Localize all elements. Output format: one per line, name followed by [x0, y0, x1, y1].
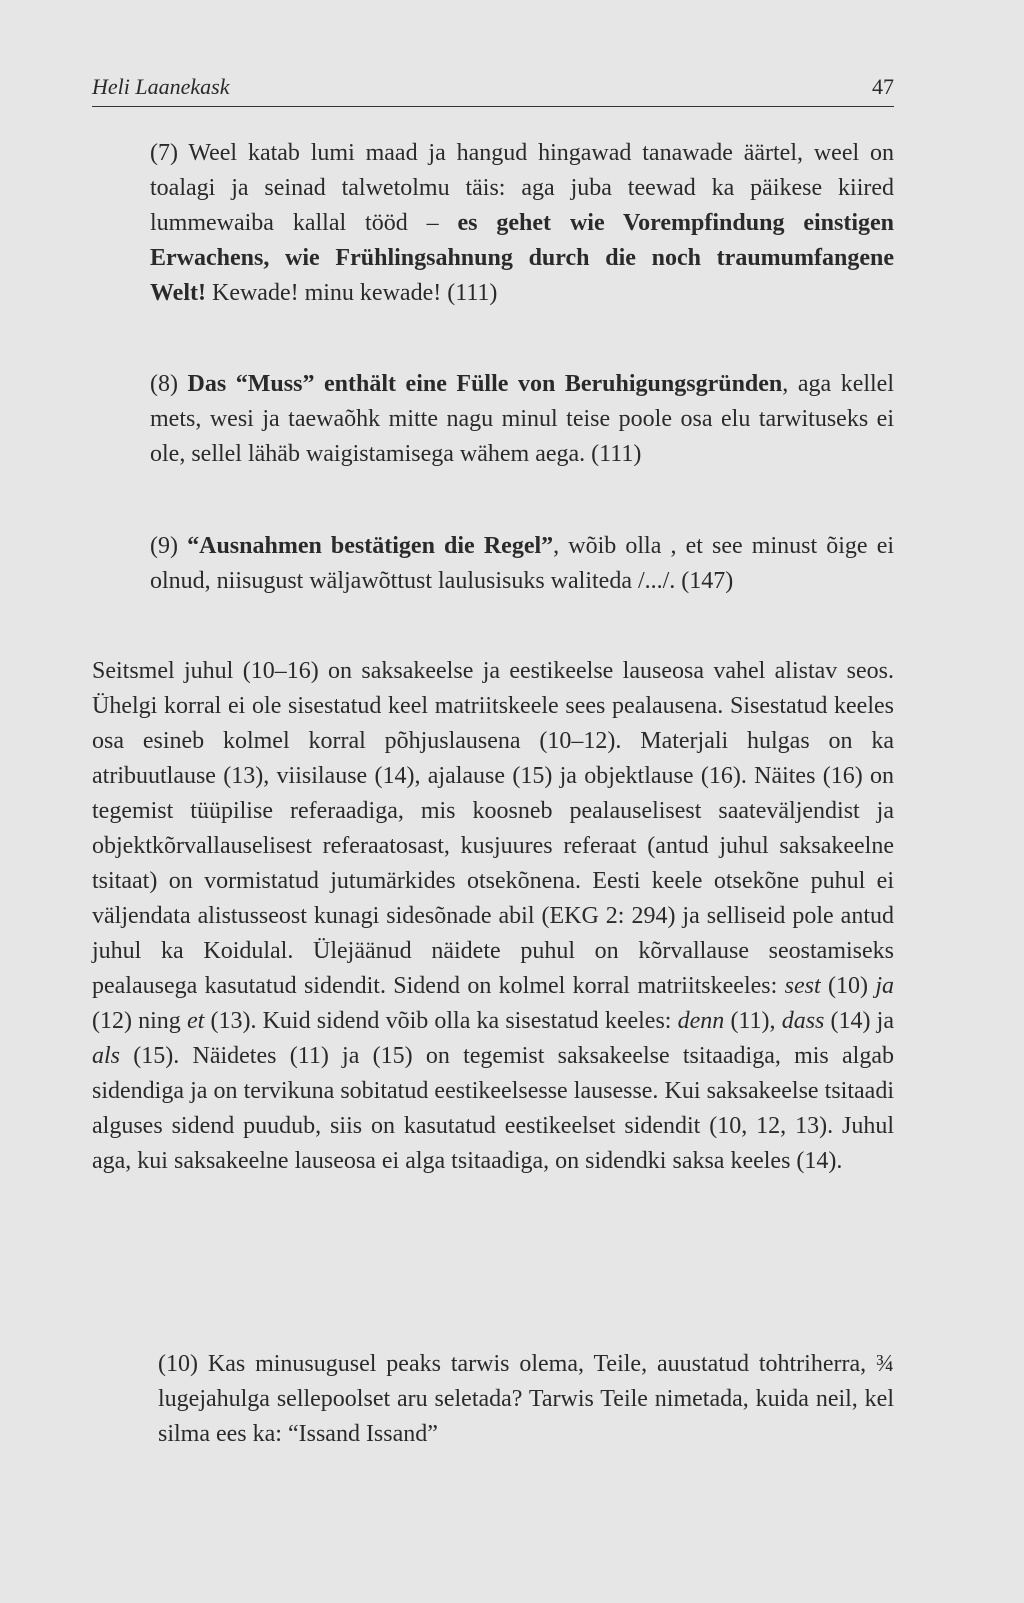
- body-italic-dass: dass: [781, 1008, 825, 1034]
- body-text-1: Seitsmel juhul (10–16) on saksakeelse ja eestikeelse lauseosa vahel alistav seos. Ühelgi korral ei ole sisestatud keel matriitskeele sees pealausena. Sisestatud keeles osa esineb kolmel korral põhjuslausena (10–12). Materjali hulgas on ka atribuutlause (13), viisilause (14), ajalause (15) ja objektlause (16). Näites (16) on tegemist tüüpilise referaadiga, mis koosneb pealauselisest saateväljendist ja objektkõrvallauselisest referaatosast, kusjuures referaat (antud juhul saksakeelne tsitaat) on vormistatud jutumärkides otsekõnena. Eesti keele otsekõne puhul ei väljendata alistusseost kunagi sidesõnade abil (EKG 2: 294) ja selliseid pole antud juhul ka Koidulal. Ülejäänud näidete puhul on kõrvallause seostamiseks pealausega kasutatud sidendit. Sidend on kolmel korral matriitskeeles:: [92, 658, 894, 999]
- body-text-2: (10): [820, 973, 876, 999]
- body-italic-sest: sest: [784, 973, 821, 999]
- example-7-german: es gehet wie Vorempfindung einstigen Erwachens, wie Frühlingsahnung durch die noch traumumfangene Welt!: [150, 210, 894, 306]
- example-10: [158, 1347, 894, 1452]
- body-paragraph: [92, 654, 894, 1179]
- example-8-tail: , aga kellel mets, wesi ja taewaõhk mitte nagu minul teise poole osa elu tarwituseks ei ole, sellel lähäb waigistamisega wähem aega. (111): [150, 371, 894, 467]
- body-italic-als: als: [92, 1043, 121, 1069]
- example-7: [150, 136, 894, 311]
- example-7-lead: (7) Weel katab lumi maad ja hangud hingawad tanawade äärtel, weel on toalagi ja seinad talwetolmu täis: aga juba teewad ka päikese kiired lummewaiba kallal tööd –: [150, 140, 894, 236]
- page-number: 47: [872, 74, 894, 99]
- running-header: [92, 72, 894, 107]
- body-text-5: (11),: [724, 1008, 782, 1034]
- body-italic-ja: ja: [875, 973, 894, 999]
- example-8-lead: (8): [150, 371, 188, 397]
- example-9: [150, 529, 894, 599]
- example-10-text: (10) Kas minusugusel peaks tarwis olema, Teile, auustatud tohtriherra, ¾ lugejahulga sellepoolset aru seletada? Tarwis Teile nimetada, kuida neil, kel silma ees ka: “Issand Issand”: [158, 1351, 894, 1447]
- body-italic-denn: denn: [677, 1008, 725, 1034]
- body-text-3: (12) ning: [92, 1008, 187, 1034]
- example-9-german: “Ausnahmen bestätigen die Regel”: [187, 533, 554, 559]
- body-text-4: (13). Kuid sidend võib olla ka sisestatud keeles:: [204, 1008, 678, 1034]
- example-7-tail: Kewade! minu kewade! (111): [205, 280, 498, 306]
- example-9-tail: , wõib olla , et see minust õige ei olnud, niisugust wäljawõttust laulusisuks waliteda /.../. (147): [150, 533, 895, 594]
- body-italic-et: et: [186, 1008, 205, 1034]
- example-9-lead: (9): [150, 533, 188, 559]
- example-8: [150, 367, 894, 472]
- body-text-6: (14) ja: [824, 1008, 894, 1034]
- running-header-author: Heli Laanekask: [92, 74, 230, 99]
- example-8-german: Das “Muss” enthält eine Fülle von Beruhigungsgründen: [187, 371, 783, 397]
- body-text-7: (15). Näidetes (11) ja (15) on tegemist saksakeelse tsitaadiga, mis algab sidendiga ja on tervikuna sobitatud eestikeelsesse lausesse. Kui saksakeelse tsitaadi alguses sidend puudub, siis on kasutatud eestikeelset sidendit (10, 12, 13). Juhul aga, kui saksakeelne lauseosa ei alga tsitaadiga, on sidendki saksa keeles (14).: [92, 1043, 894, 1174]
